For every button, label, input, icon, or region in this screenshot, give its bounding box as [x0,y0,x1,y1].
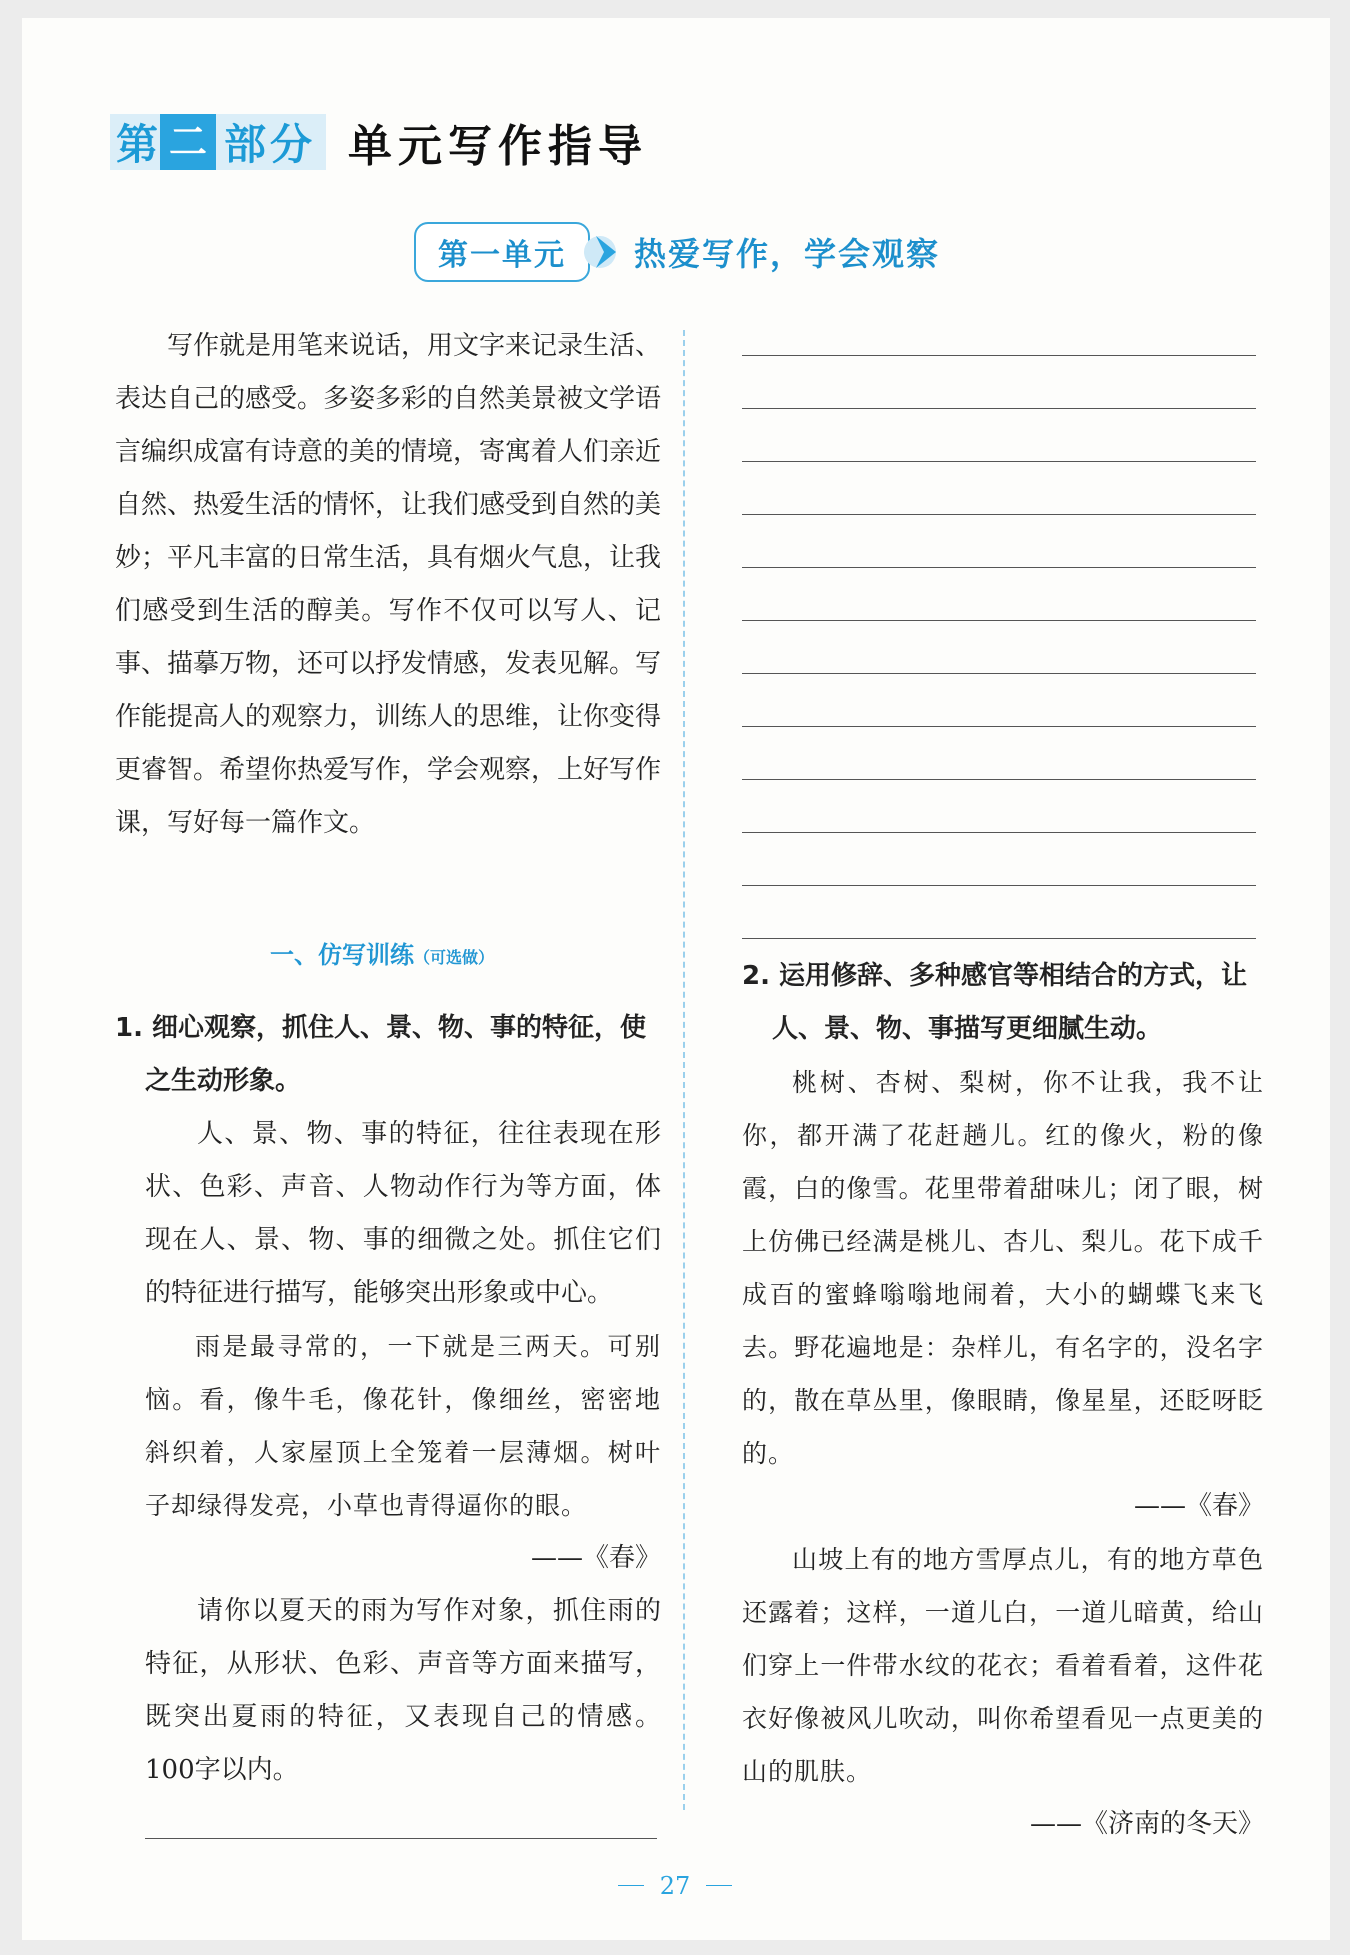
section-title-note: （可选做） [414,948,495,967]
part-title: 单元写作指导 [348,121,649,172]
answer-line[interactable] [742,355,1256,356]
answer-line[interactable] [742,620,1256,621]
answer-line[interactable] [742,408,1256,409]
intro-paragraph: 写作就是用笔来说话，用文字来记录生活、表达自己的感受。多姿多彩的自然美景被文学语言编织成富有诗意的美的情境，寄寓着人们亲近自然、热爱生活的情怀，让我们感受到自然的美妙；平凡丰富的日常生活，具有烟火气息，让我们感受到生活的醇美。写作不仅可以写人、记事、描摹万物，还可以抒发情感，发表见解。写作能提高人的观察力，训练人的思维，让你变得更睿智。希望你热爱写作，学会观察，上好写作课，写好每一篇作文。 [115,331,662,838]
question-2-example-1: 桃树、杏树、梨树，你不让我，我不让你，都开满了花赶趟儿。红的像火，粉的像霞，白的像雪。花里带着甜味儿；闭了眼，树上仿佛已经满是桃儿、杏儿、梨儿。花下成千成百的蜜蜂嗡嗡地闹着，大小的蝴蝶飞来飞去。野花遍地是：杂样儿，有名字的，没名字的，散在草丛里，像眼睛，像星星，还眨呀眨的。 [742,1068,1264,1468]
footer-dash-left [618,1885,644,1886]
unit-banner [414,222,940,282]
answer-line[interactable] [742,832,1256,833]
part-number: 二 [160,114,216,170]
answer-line[interactable] [742,779,1256,780]
unit-label: 第一单元 [414,222,590,282]
answer-line[interactable] [742,461,1256,462]
page-footer [0,1870,1350,1900]
unit-theme: 热爱写作，学会观察 [634,235,941,273]
left-column [115,320,661,850]
question-1 [115,1002,661,1797]
section-title [270,935,494,970]
chevron-right-icon [582,230,626,274]
question-1-task: 请你以夏天的雨为写作对象，抓住雨的特征，从形状、色彩、声音等方面来描写，既突出夏雨的特征，又表现自己的情感。100字以内。 [145,1596,661,1785]
question-1-source: ——《春》 [530,1543,661,1573]
part-header [110,112,648,172]
question-1-explanation: 人、景、物、事的特征，往往表现在形状、色彩、声音、人物动作行为等方面，体现在人、景、物、事的细微之处。抓住它们的特征进行描写，能够突出形象或中心。 [145,1119,661,1308]
column-divider [683,330,685,1810]
answer-line[interactable] [145,1838,657,1839]
question-2-source-2: ——《济南的冬天》 [1029,1809,1264,1839]
question-1-title: 1. 细心观察，抓住人、景、物、事的特征，使之生动形象。 [115,1013,647,1096]
answer-line[interactable] [742,726,1256,727]
question-2-title: 2. 运用修辞、多种感官等相结合的方式，让人、景、物、事描写更细腻生动。 [742,961,1248,1044]
answer-line[interactable] [742,567,1256,568]
answer-line[interactable] [742,885,1256,886]
page-number: 27 [659,1871,691,1900]
answer-line[interactable] [742,514,1256,515]
part-suffix: 部分 [224,120,317,169]
question-2-source-1: ——《春》 [1133,1491,1264,1521]
answer-line[interactable] [742,673,1256,674]
answer-line[interactable] [742,938,1256,939]
question-2-example-2: 山坡上有的地方雪厚点儿，有的地方草色还露着；这样，一道儿白，一道儿暗黄，给山们穿上一件带水纹的花衣；看着看着，这件花衣好像被风儿吹动，叫你希望看见一点更美的山的肌肤。 [742,1545,1264,1786]
part-badge [110,114,326,170]
question-2 [742,950,1264,1851]
part-prefix: 第 [116,120,159,169]
footer-dash-right [706,1885,732,1886]
question-1-example: 雨是最寻常的，一下就是三两天。可别恼。看，像牛毛，像花针，像细丝，密密地斜织着，人家屋顶上全笼着一层薄烟。树叶子却绿得发亮，小草也青得逼你的眼。 [145,1332,661,1520]
section-title-text: 一、仿写训练 [270,941,414,969]
